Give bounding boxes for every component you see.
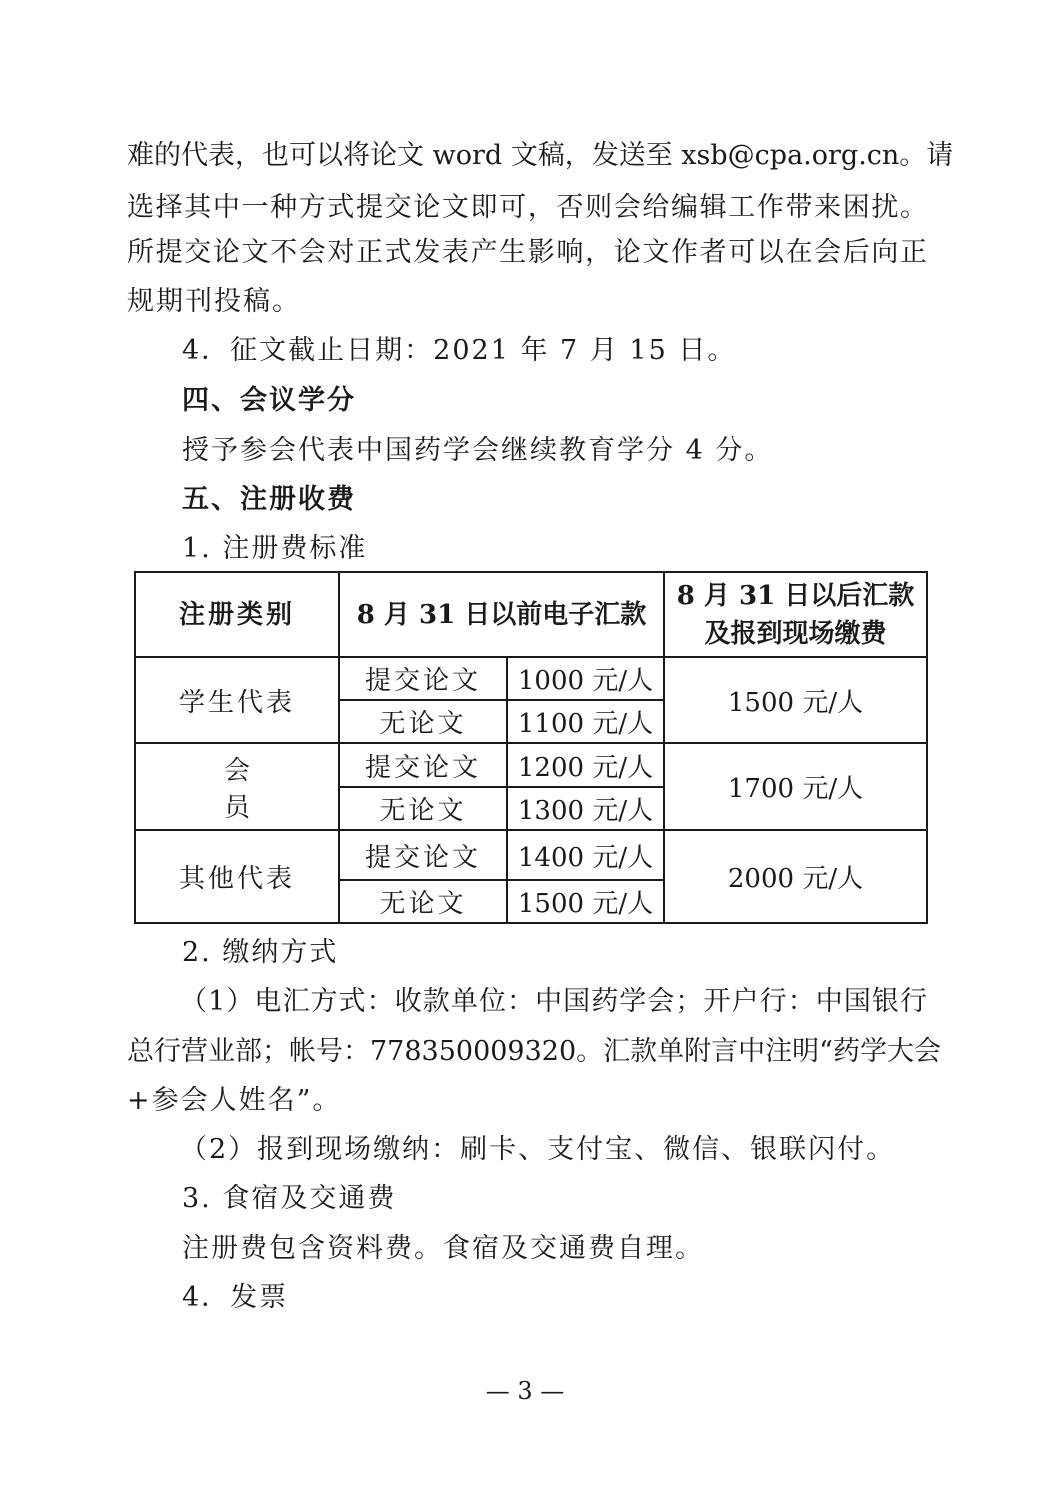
registration-fee-table [134,571,928,924]
paragraph-line: 难的代表，也可以将论文 word 文稿，发送至 xsb@cpa.org.cn。请 [127,140,954,171]
header-after-deadline [664,572,927,657]
payment-wire-line: （1）电汇方式：收款单位：中国药学会；开户行：中国银行 [180,986,927,1017]
section-heading-fees: 五、注册收费 [182,484,356,515]
table-row [135,743,927,787]
header-before-deadline [339,572,664,657]
header-after-label-line2: 及报到现场缴费 [704,618,887,649]
accommodation-text: 注册费包含资料费。食宿及交通费自理。 [182,1233,704,1264]
header-before-label: 8 月 31 日以前电子汇款 [356,599,647,630]
fee-cell: 1100 元/人 [507,700,664,743]
onsite-fee-cell: 1700 元/人 [664,743,927,830]
payment-onsite-text: （2）报到现场缴纳：刷卡、支付宝、微信、银联闪付。 [180,1134,896,1165]
deadline-text: 4．征文截止日期：2021 年 7 月 15 日。 [182,335,737,366]
subheading-accommodation: 3. 食宿及交通费 [182,1183,397,1214]
fee-cell: 1000 元/人 [507,657,664,700]
paper-type-cell: 无论文 [339,700,507,743]
table-row [135,657,927,700]
paragraph-line: 规期刊投稿。 [127,286,301,317]
fee-cell: 1400 元/人 [507,830,664,880]
page-number: — 3 — [485,1377,565,1405]
header-after-label-line1: 8 月 31 日以后汇款 [676,580,915,611]
credits-text: 授予参会代表中国药学会继续教育学分 4 分。 [182,435,774,466]
category-cell: 其他代表 [135,830,339,923]
paragraph-line: 所提交论文不会对正式发表产生影响，论文作者可以在会后向正 [127,237,927,268]
paper-type-cell: 提交论文 [339,743,507,787]
category-cell: 学生代表 [135,657,339,743]
table-header-row [135,572,927,657]
onsite-fee-cell: 1500 元/人 [664,657,927,743]
fee-cell: 1500 元/人 [507,880,664,923]
fee-cell: 1200 元/人 [507,743,664,787]
subheading-invoice: 4．发票 [182,1282,289,1313]
payment-wire-line: 总行营业部；帐号：778350009320。汇款单附言中注明“药学大会 [127,1036,941,1067]
header-category-label: 注册类别 [178,599,295,630]
header-category [135,572,339,657]
subheading-payment-method: 2. 缴纳方式 [182,937,339,968]
paper-type-cell: 无论文 [339,787,507,830]
paper-type-cell: 无论文 [339,880,507,923]
fee-cell: 1300 元/人 [507,787,664,830]
section-heading-credits: 四、会议学分 [182,385,356,416]
category-cell: 会员 [135,743,339,830]
table-row [135,830,927,880]
paper-type-cell: 提交论文 [339,657,507,700]
paragraph-line: 选择其中一种方式提交论文即可，否则会给编辑工作带来困扰。 [127,192,927,223]
subheading-fee-standard: 1. 注册费标准 [182,533,368,564]
onsite-fee-cell: 2000 元/人 [664,830,927,923]
paper-type-cell: 提交论文 [339,830,507,880]
payment-wire-line: +参会人姓名”。 [127,1085,342,1116]
